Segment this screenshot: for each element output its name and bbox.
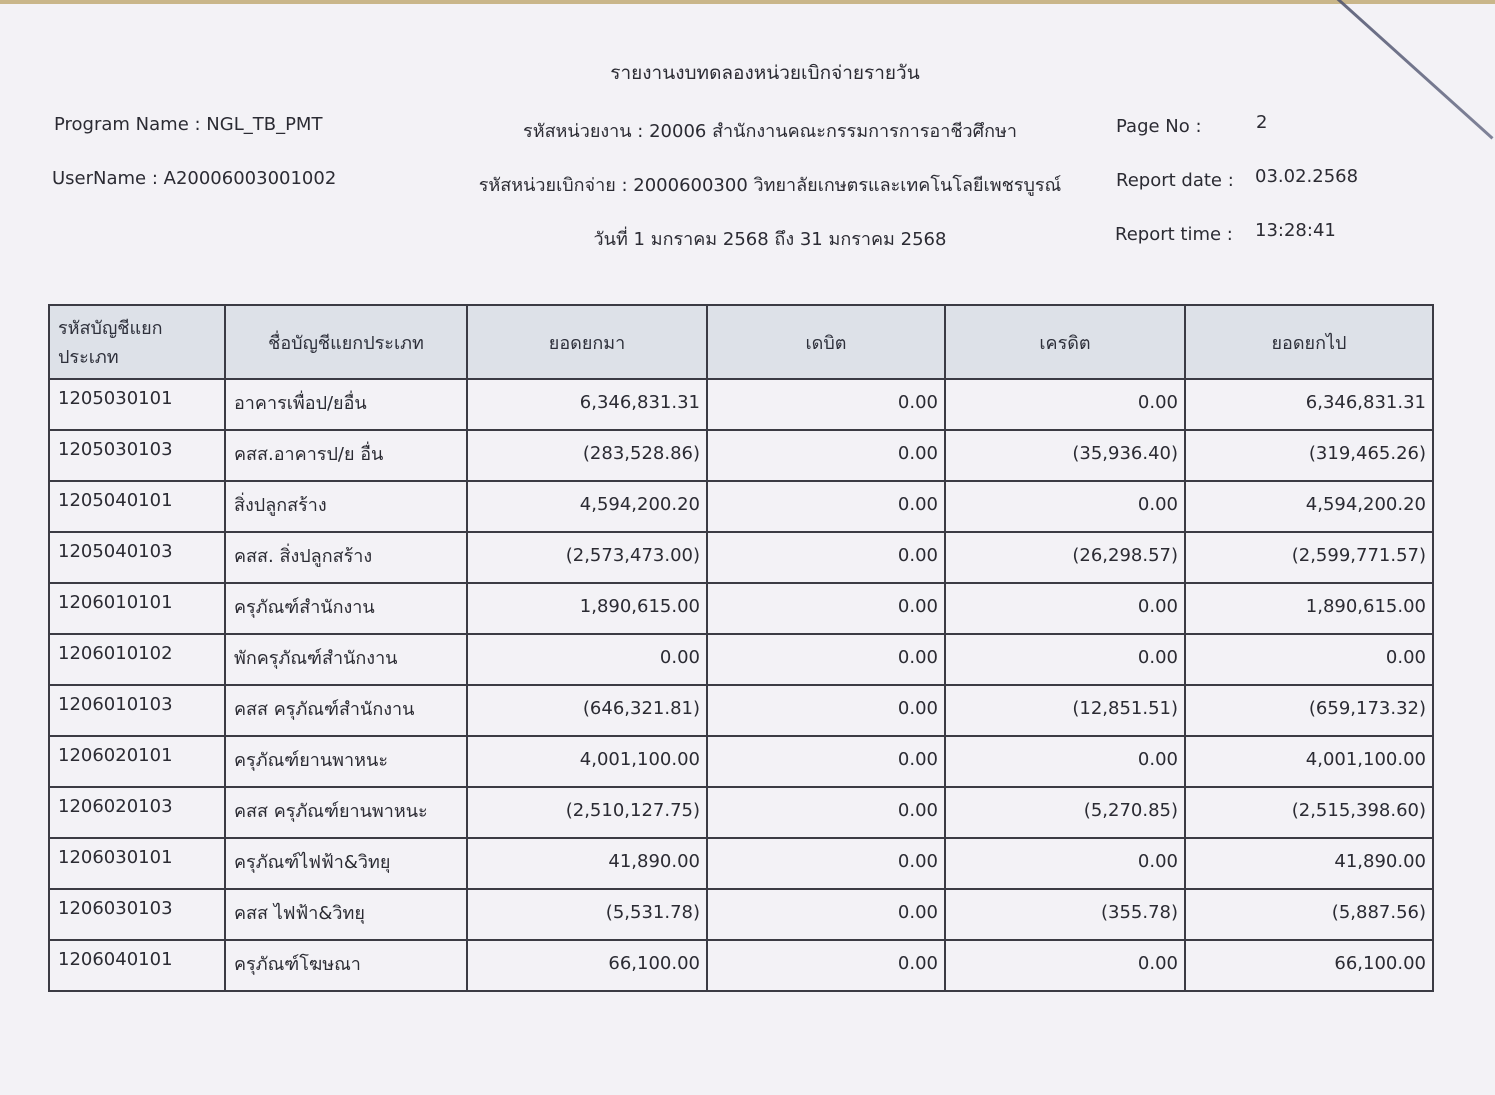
cell-account-code: 1205040103 xyxy=(49,532,225,583)
cell-debit: 0.00 xyxy=(707,583,945,634)
cell-debit: 0.00 xyxy=(707,838,945,889)
cell-opening-balance: 6,346,831.31 xyxy=(467,379,707,430)
table-row xyxy=(49,481,1433,532)
cell-account-code: 1206010101 xyxy=(49,583,225,634)
cell-closing-balance: 4,001,100.00 xyxy=(1185,736,1433,787)
page-no-label: Page No : xyxy=(1116,116,1202,137)
cell-account-name: ครุภัณฑ์ยานพาหนะ xyxy=(225,736,467,787)
cell-account-name: คสส ไฟฟ้า&วิทยุ xyxy=(225,889,467,940)
report-title: รายงานงบทดลองหน่วยเบิกจ่ายรายวัน xyxy=(610,62,920,84)
cell-closing-balance: 4,594,200.20 xyxy=(1185,481,1433,532)
report-date-value: 03.02.2568 xyxy=(1255,166,1359,187)
cell-opening-balance: (646,321.81) xyxy=(467,685,707,736)
cell-account-code: 1206010103 xyxy=(49,685,225,736)
cell-debit: 0.00 xyxy=(707,685,945,736)
agency-line: รหัสหน่วยงาน : 20006 สำนักงานคณะกรรมการการอาชีวศึกษา xyxy=(523,121,1017,142)
cell-debit: 0.00 xyxy=(707,379,945,430)
cell-opening-balance: 1,890,615.00 xyxy=(467,583,707,634)
cell-account-code: 1206020103 xyxy=(49,787,225,838)
username: UserName : A20006003001002 xyxy=(52,168,337,189)
cell-account-code: 1206010102 xyxy=(49,634,225,685)
cell-debit: 0.00 xyxy=(707,532,945,583)
header-account-code: รหัสบัญชีแยกประเภท xyxy=(49,305,225,379)
cell-opening-balance: (2,510,127.75) xyxy=(467,787,707,838)
cell-closing-balance: (5,887.56) xyxy=(1185,889,1433,940)
cell-opening-balance: (283,528.86) xyxy=(467,430,707,481)
cell-account-code: 1206040101 xyxy=(49,940,225,991)
table-row xyxy=(49,940,1433,991)
report-time-value: 13:28:41 xyxy=(1255,220,1336,241)
cell-credit: 0.00 xyxy=(945,379,1185,430)
cell-opening-balance: 0.00 xyxy=(467,634,707,685)
paper-top-edge xyxy=(0,0,1495,4)
cell-closing-balance: 41,890.00 xyxy=(1185,838,1433,889)
table-body xyxy=(49,379,1433,991)
cell-debit: 0.00 xyxy=(707,940,945,991)
cell-credit: 0.00 xyxy=(945,736,1185,787)
cell-account-name: ครุภัณฑ์ไฟฟ้า&วิทยุ xyxy=(225,838,467,889)
table-row xyxy=(49,532,1433,583)
header-credit: เครดิต xyxy=(945,305,1185,379)
table-row xyxy=(49,430,1433,481)
cell-debit: 0.00 xyxy=(707,430,945,481)
cell-debit: 0.00 xyxy=(707,634,945,685)
cell-account-code: 1206030101 xyxy=(49,838,225,889)
cell-closing-balance: (659,173.32) xyxy=(1185,685,1433,736)
cell-closing-balance: (2,599,771.57) xyxy=(1185,532,1433,583)
cell-closing-balance: (319,465.26) xyxy=(1185,430,1433,481)
cell-debit: 0.00 xyxy=(707,481,945,532)
cell-account-code: 1206030103 xyxy=(49,889,225,940)
cell-closing-balance: 66,100.00 xyxy=(1185,940,1433,991)
cell-closing-balance: 1,890,615.00 xyxy=(1185,583,1433,634)
header-opening-balance: ยอดยกมา xyxy=(467,305,707,379)
disbursement-unit-line: รหัสหน่วยเบิกจ่าย : 2000600300 วิทยาลัยเกษตรและเทคโนโลยีเพชรบูรณ์ xyxy=(478,175,1062,196)
cell-opening-balance: 4,001,100.00 xyxy=(467,736,707,787)
header-closing-balance: ยอดยกไป xyxy=(1185,305,1433,379)
cell-closing-balance: (2,515,398.60) xyxy=(1185,787,1433,838)
cell-opening-balance: (5,531.78) xyxy=(467,889,707,940)
cell-credit: 0.00 xyxy=(945,481,1185,532)
cell-account-name: คสส. สิ่งปลูกสร้าง xyxy=(225,532,467,583)
cell-account-name: ครุภัณฑ์สำนักงาน xyxy=(225,583,467,634)
table-row xyxy=(49,583,1433,634)
cell-opening-balance: (2,573,473.00) xyxy=(467,532,707,583)
table-row xyxy=(49,685,1433,736)
table-row xyxy=(49,736,1433,787)
cell-credit: 0.00 xyxy=(945,940,1185,991)
cell-account-name: พักครุภัณฑ์สำนักงาน xyxy=(225,634,467,685)
cell-account-name: ครุภัณฑ์โฆษณา xyxy=(225,940,467,991)
cell-credit: (26,298.57) xyxy=(945,532,1185,583)
page-no-value: 2 xyxy=(1256,112,1268,133)
cell-account-name: สิ่งปลูกสร้าง xyxy=(225,481,467,532)
cell-credit: 0.00 xyxy=(945,838,1185,889)
cell-opening-balance: 66,100.00 xyxy=(467,940,707,991)
trial-balance-table xyxy=(48,304,1434,992)
cell-opening-balance: 4,594,200.20 xyxy=(467,481,707,532)
cell-account-name: คสส ครุภัณฑ์สำนักงาน xyxy=(225,685,467,736)
cell-credit: 0.00 xyxy=(945,583,1185,634)
cell-debit: 0.00 xyxy=(707,787,945,838)
cell-account-code: 1205040101 xyxy=(49,481,225,532)
table-row xyxy=(49,787,1433,838)
cell-credit: (12,851.51) xyxy=(945,685,1185,736)
cell-account-name: อาคารเพื่อป/ยอื่น xyxy=(225,379,467,430)
report-time-label: Report time : xyxy=(1115,224,1233,245)
cell-credit: (35,936.40) xyxy=(945,430,1185,481)
cell-opening-balance: 41,890.00 xyxy=(467,838,707,889)
table-row xyxy=(49,634,1433,685)
program-name: Program Name : NGL_TB_PMT xyxy=(54,114,323,135)
cell-account-code: 1205030101 xyxy=(49,379,225,430)
cell-closing-balance: 0.00 xyxy=(1185,634,1433,685)
cell-credit: (355.78) xyxy=(945,889,1185,940)
cell-account-name: คสส ครุภัณฑ์ยานพาหนะ xyxy=(225,787,467,838)
cell-account-code: 1206020101 xyxy=(49,736,225,787)
header-account-name: ชื่อบัญชีแยกประเภท xyxy=(225,305,467,379)
cell-credit: (5,270.85) xyxy=(945,787,1185,838)
cell-account-name: คสส.อาคารป/ย อื่น xyxy=(225,430,467,481)
cell-account-code: 1205030103 xyxy=(49,430,225,481)
cell-debit: 0.00 xyxy=(707,736,945,787)
table-row xyxy=(49,889,1433,940)
table-row xyxy=(49,838,1433,889)
cell-closing-balance: 6,346,831.31 xyxy=(1185,379,1433,430)
header-debit: เดบิต xyxy=(707,305,945,379)
cell-debit: 0.00 xyxy=(707,889,945,940)
table-header-row xyxy=(49,305,1433,379)
report-date-label: Report date : xyxy=(1116,170,1234,191)
date-range-line: วันที่ 1 มกราคม 2568 ถึง 31 มกราคม 2568 xyxy=(593,229,947,250)
table-row xyxy=(49,379,1433,430)
cell-credit: 0.00 xyxy=(945,634,1185,685)
